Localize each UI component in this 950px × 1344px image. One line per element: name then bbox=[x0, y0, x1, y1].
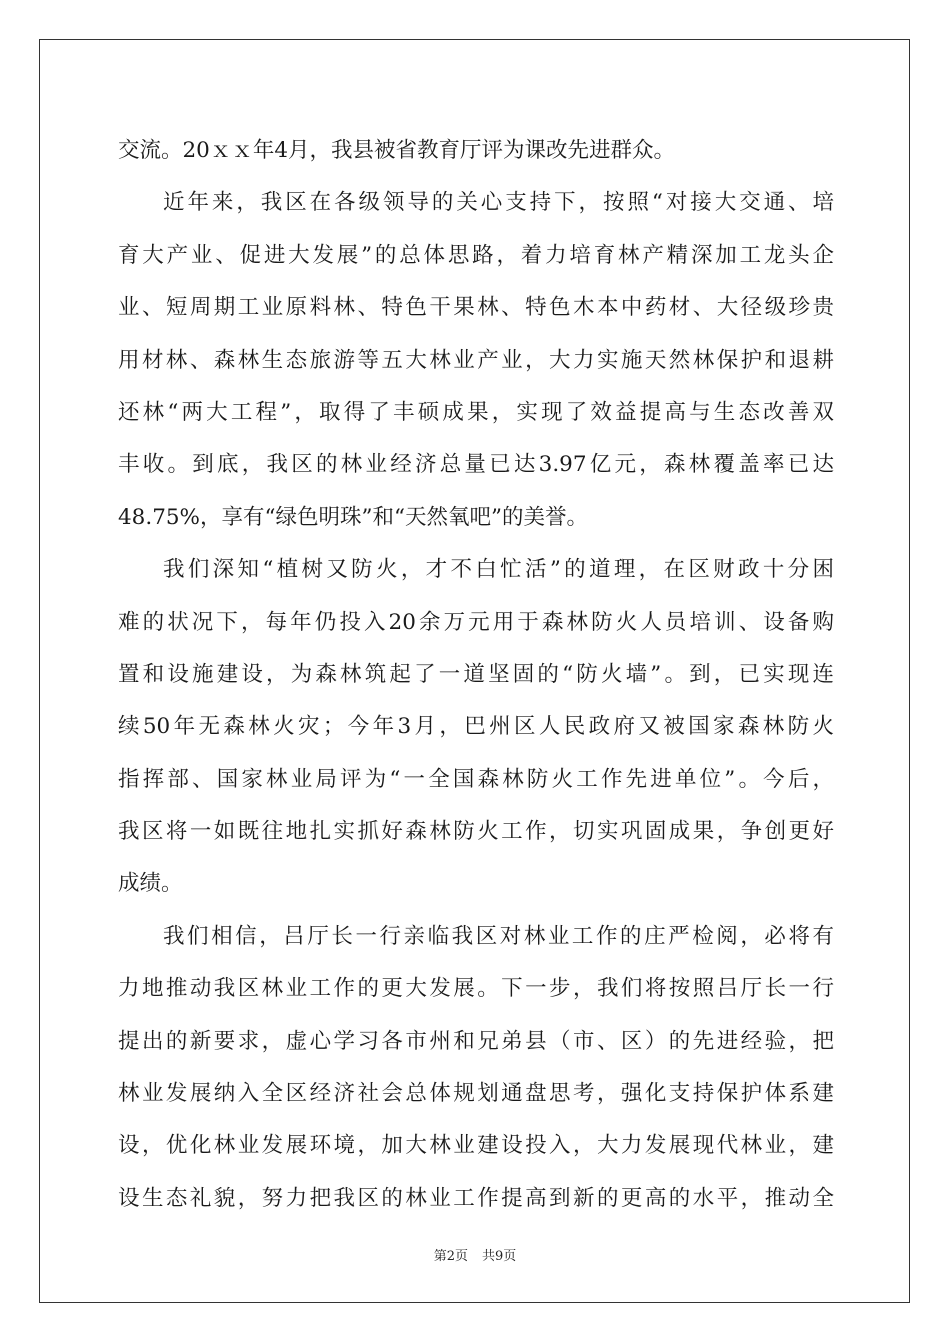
text-line: 还林“两大工程”，取得了丰硕成果，实现了效益提高与生态改善双 bbox=[118, 399, 834, 425]
text-line: 林业发展纳入全区经济社会总体规划通盘思考，强化支持保护体系建 bbox=[118, 1081, 834, 1107]
text-line: 交流。20ｘｘ年4月，我县被省教育厅评为课改先进群众。 bbox=[118, 138, 676, 163]
text-line: 我们深知“植树又防火，才不白忙活”的道理，在区财政十分困 bbox=[163, 557, 834, 583]
text-line: 提出的新要求，虚心学习各市州和兄弟县（市、区）的先进经验，把 bbox=[118, 1028, 834, 1054]
text-line: 成绩。 bbox=[118, 871, 183, 897]
text-line: 设生态礼貌，努力把我区的林业工作提高到新的更高的水平，推动全 bbox=[118, 1185, 834, 1211]
text-line: 力地推动我区林业工作的更大发展。下一步，我们将按照吕厅长一行 bbox=[118, 976, 834, 1002]
document-body bbox=[118, 125, 834, 1225]
text-line: 近年来，我区在各级领导的关心支持下，按照“对接大交通、培 bbox=[163, 190, 834, 216]
text-line: 丰收。到底，我区的林业经济总量已达3.97亿元，森林覆盖率已达 bbox=[118, 452, 834, 478]
text-line: 续50年无森林火灾；今年3月，巴州区人民政府又被国家森林防火 bbox=[118, 714, 834, 740]
text-line: 设，优化林业发展环境，加大林业建设投入，大力发展现代林业，建 bbox=[118, 1133, 834, 1159]
text-line: 我区将一如既往地扎实抓好森林防火工作，切实巩固成果，争创更好 bbox=[118, 819, 834, 845]
text-line: 我们相信，吕厅长一行亲临我区对林业工作的庄严检阅，必将有 bbox=[163, 923, 834, 949]
text-line: 用材林、森林生态旅游等五大林业产业，大力实施天然林保护和退耕 bbox=[118, 347, 834, 373]
text-line: 业、短周期工业原料林、特色干果林、特色木本中药材、大径级珍贵 bbox=[118, 295, 834, 321]
text-line: 育大产业、促进大发展”的总体思路，着力培育林产精深加工龙头企 bbox=[118, 242, 834, 268]
text-line: 置和设施建设，为森林筑起了一道坚固的“防火墙”。到，已实现连 bbox=[118, 661, 834, 687]
text-line: 指挥部、国家林业局评为“一全国森林防火工作先进单位”。今后， bbox=[118, 766, 834, 792]
text-line: 难的状况下，每年仍投入20余万元用于森林防火人员培训、设备购 bbox=[118, 609, 834, 635]
text-line: 48.75%，享有“绿色明珠”和“天然氧吧”的美誉。 bbox=[118, 504, 588, 530]
page-number: 第2页 bbox=[433, 1249, 468, 1264]
page-footer bbox=[0, 1248, 950, 1266]
page-total: 共9页 bbox=[482, 1249, 517, 1264]
